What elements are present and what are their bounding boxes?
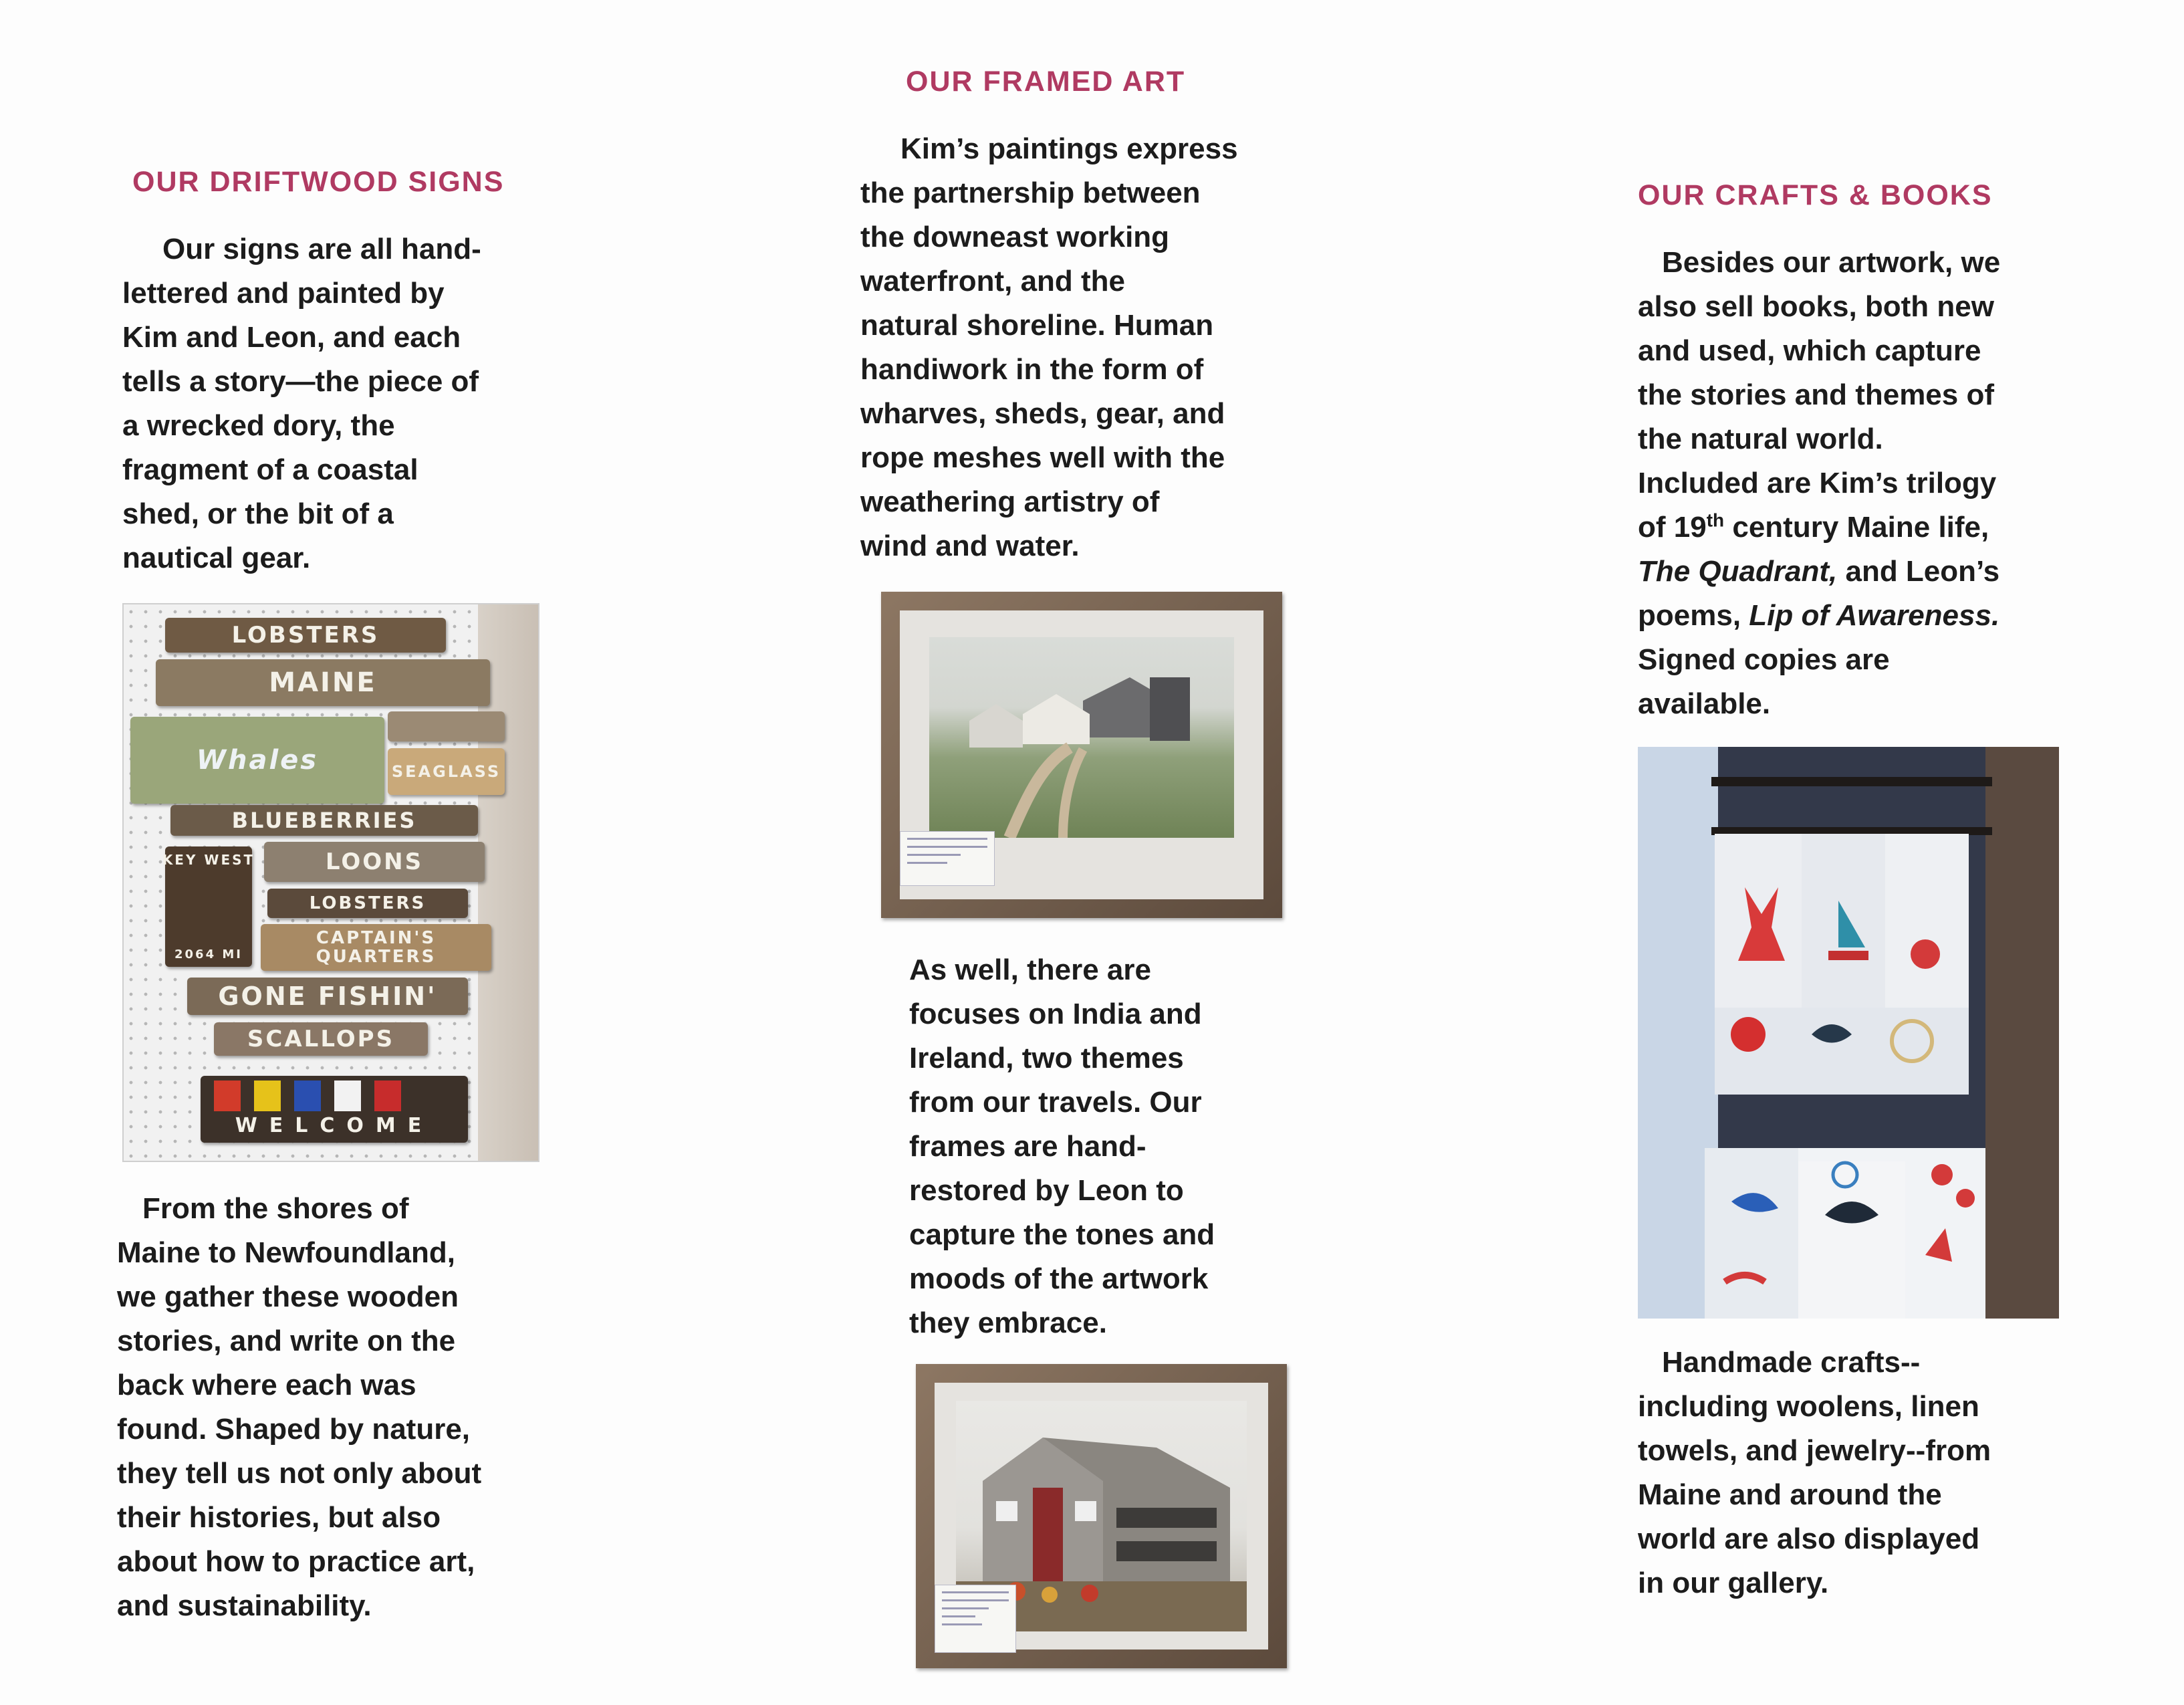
text-line: restored by Leon to bbox=[909, 1174, 1184, 1207]
crafts-books-heading: OUR CRAFTS & BOOKS bbox=[1638, 179, 1993, 211]
text-line: From the shores of bbox=[142, 1192, 409, 1225]
text-line: they embrace. bbox=[909, 1306, 1107, 1339]
painting-barn-label bbox=[935, 1585, 1016, 1653]
text-line: and used, which capture bbox=[1638, 334, 1981, 367]
ordinal-suffix: th bbox=[1706, 509, 1725, 531]
text-line: from our travels. Our bbox=[909, 1086, 1202, 1119]
sign-lobsters-small: LOBSTERS bbox=[267, 889, 468, 918]
text-line: about how to practice art, bbox=[117, 1545, 475, 1578]
book-title-the-quadrant: The Quadrant, bbox=[1638, 555, 1838, 588]
sign-blueberries: BLUEBERRIES bbox=[170, 805, 478, 836]
text-line: Kim’s paintings express bbox=[900, 132, 1238, 165]
framed-art-travels bbox=[909, 948, 1215, 1345]
nautical-flags bbox=[214, 1081, 455, 1111]
flag-1 bbox=[214, 1081, 241, 1111]
text-line: handiwork in the form of bbox=[860, 353, 1204, 386]
sign-captains-quarters: CAPTAIN'S QUARTERS bbox=[261, 924, 491, 971]
sign-seaglass: SEAGLASS bbox=[388, 748, 505, 795]
flag-3 bbox=[294, 1081, 321, 1111]
crafts-towels-photo bbox=[1638, 747, 2059, 1319]
text-line: Ireland, two themes bbox=[909, 1042, 1184, 1074]
text-line: frames are hand- bbox=[909, 1130, 1146, 1163]
sign-key-west-label: KEY WEST bbox=[162, 852, 255, 868]
text-line bbox=[1638, 550, 2000, 594]
text-line: their histories, but also bbox=[117, 1501, 441, 1534]
driftwood-signs-heading: OUR DRIFTWOOD SIGNS bbox=[132, 166, 505, 198]
text-line: wharves, sheds, gear, and bbox=[860, 397, 1225, 430]
text-line: in our gallery. bbox=[1638, 1567, 1829, 1599]
text-line: focuses on India and bbox=[909, 998, 1202, 1030]
text-line: stories, and write on the bbox=[117, 1325, 456, 1357]
text-line: also sell books, both new bbox=[1638, 290, 1994, 323]
painting-shoreline-label bbox=[900, 831, 995, 886]
text-line: natural shoreline. Human bbox=[860, 309, 1214, 342]
text-line: Maine to Newfoundland, bbox=[117, 1236, 455, 1269]
framed-art-intro bbox=[860, 127, 1238, 568]
text-line: Signed copies are bbox=[1638, 643, 1890, 676]
text-line: a wrecked dory, the bbox=[122, 409, 395, 442]
driftwood-signs-origin bbox=[117, 1187, 481, 1628]
crafts-towels-drawing bbox=[1638, 747, 2059, 1319]
text-line: moods of the artwork bbox=[909, 1262, 1209, 1295]
text-line: the partnership between bbox=[860, 177, 1201, 209]
text-segment: century Maine life, bbox=[1724, 511, 1989, 544]
text-line: including woolens, linen bbox=[1638, 1390, 1979, 1423]
flag-5 bbox=[374, 1081, 401, 1111]
text-line: lettered and painted by bbox=[122, 277, 445, 310]
flag-4 bbox=[334, 1081, 361, 1111]
text-line: available. bbox=[1638, 687, 1771, 720]
text-line: back where each was bbox=[117, 1369, 416, 1401]
text-line: shed, or the bit of a bbox=[122, 497, 394, 530]
text-segment: and Leon’s bbox=[1837, 555, 2000, 588]
text-segment: of 19 bbox=[1638, 511, 1707, 544]
sign-key-west-miles: 2064 MI bbox=[174, 947, 243, 961]
text-line: fragment of a coastal bbox=[122, 453, 418, 486]
driftwood-signs-intro bbox=[122, 227, 481, 580]
framed-art-heading: OUR FRAMED ART bbox=[906, 66, 1186, 98]
text-line: the stories and themes of bbox=[1638, 378, 1995, 411]
text-line: found. Shaped by nature, bbox=[117, 1413, 471, 1446]
text-line: Our signs are all hand- bbox=[162, 233, 481, 265]
text-line: As well, there are bbox=[909, 953, 1151, 986]
text-line: we gather these wooden bbox=[117, 1280, 459, 1313]
book-title-lip-of-awareness: Lip of Awareness. bbox=[1749, 599, 2000, 632]
text-line: the downeast working bbox=[860, 221, 1170, 253]
framed-painting-barn bbox=[916, 1364, 1287, 1668]
text-line: waterfront, and the bbox=[860, 265, 1126, 298]
sign-welcome: WELCOME bbox=[201, 1076, 468, 1143]
painting-shoreline-drawing bbox=[929, 637, 1234, 838]
sign-maine: MAINE bbox=[156, 659, 490, 706]
text-line: and sustainability. bbox=[117, 1589, 372, 1622]
text-line: weathering artistry of bbox=[860, 485, 1160, 518]
text-segment: poems, bbox=[1638, 599, 1749, 632]
crafts-handmade bbox=[1638, 1341, 1991, 1605]
crafts-books-intro bbox=[1638, 241, 2000, 726]
flag-2 bbox=[254, 1081, 281, 1111]
text-line: Maine and around the bbox=[1638, 1478, 1942, 1511]
text-line: tells a story—the piece of bbox=[122, 365, 479, 398]
sign-scallops: SCALLOPS bbox=[214, 1022, 428, 1056]
text-line bbox=[1638, 594, 2000, 638]
sign-whales: Whales bbox=[130, 717, 384, 804]
text-line bbox=[1638, 505, 2000, 550]
text-line: the natural world. bbox=[1638, 423, 1883, 455]
text-line: Kim and Leon, and each bbox=[122, 321, 461, 354]
text-line: towels, and jewelry--from bbox=[1638, 1434, 1991, 1467]
painting-shoreline-art bbox=[929, 637, 1234, 838]
sign-loons: LOONS bbox=[264, 842, 485, 882]
sign-key-west bbox=[162, 846, 255, 967]
text-line: Handmade crafts-- bbox=[1662, 1346, 1921, 1379]
text-line: Besides our artwork, we bbox=[1662, 246, 2001, 279]
text-line: Included are Kim’s trilogy bbox=[1638, 467, 1997, 499]
sign-buoys bbox=[388, 711, 505, 742]
text-line: rope meshes well with the bbox=[860, 441, 1225, 474]
text-line: wind and water. bbox=[860, 530, 1080, 562]
text-line: nautical gear. bbox=[122, 542, 311, 574]
sign-gone-fishin: GONE FISHIN' bbox=[187, 978, 468, 1015]
text-line: they tell us not only about bbox=[117, 1457, 482, 1490]
framed-painting-shoreline bbox=[881, 592, 1282, 918]
text-line: world are also displayed bbox=[1638, 1522, 1980, 1555]
sign-lobsters: LOBSTERS bbox=[165, 618, 446, 653]
driftwood-signs-photo bbox=[122, 603, 539, 1162]
text-line: capture the tones and bbox=[909, 1218, 1215, 1251]
